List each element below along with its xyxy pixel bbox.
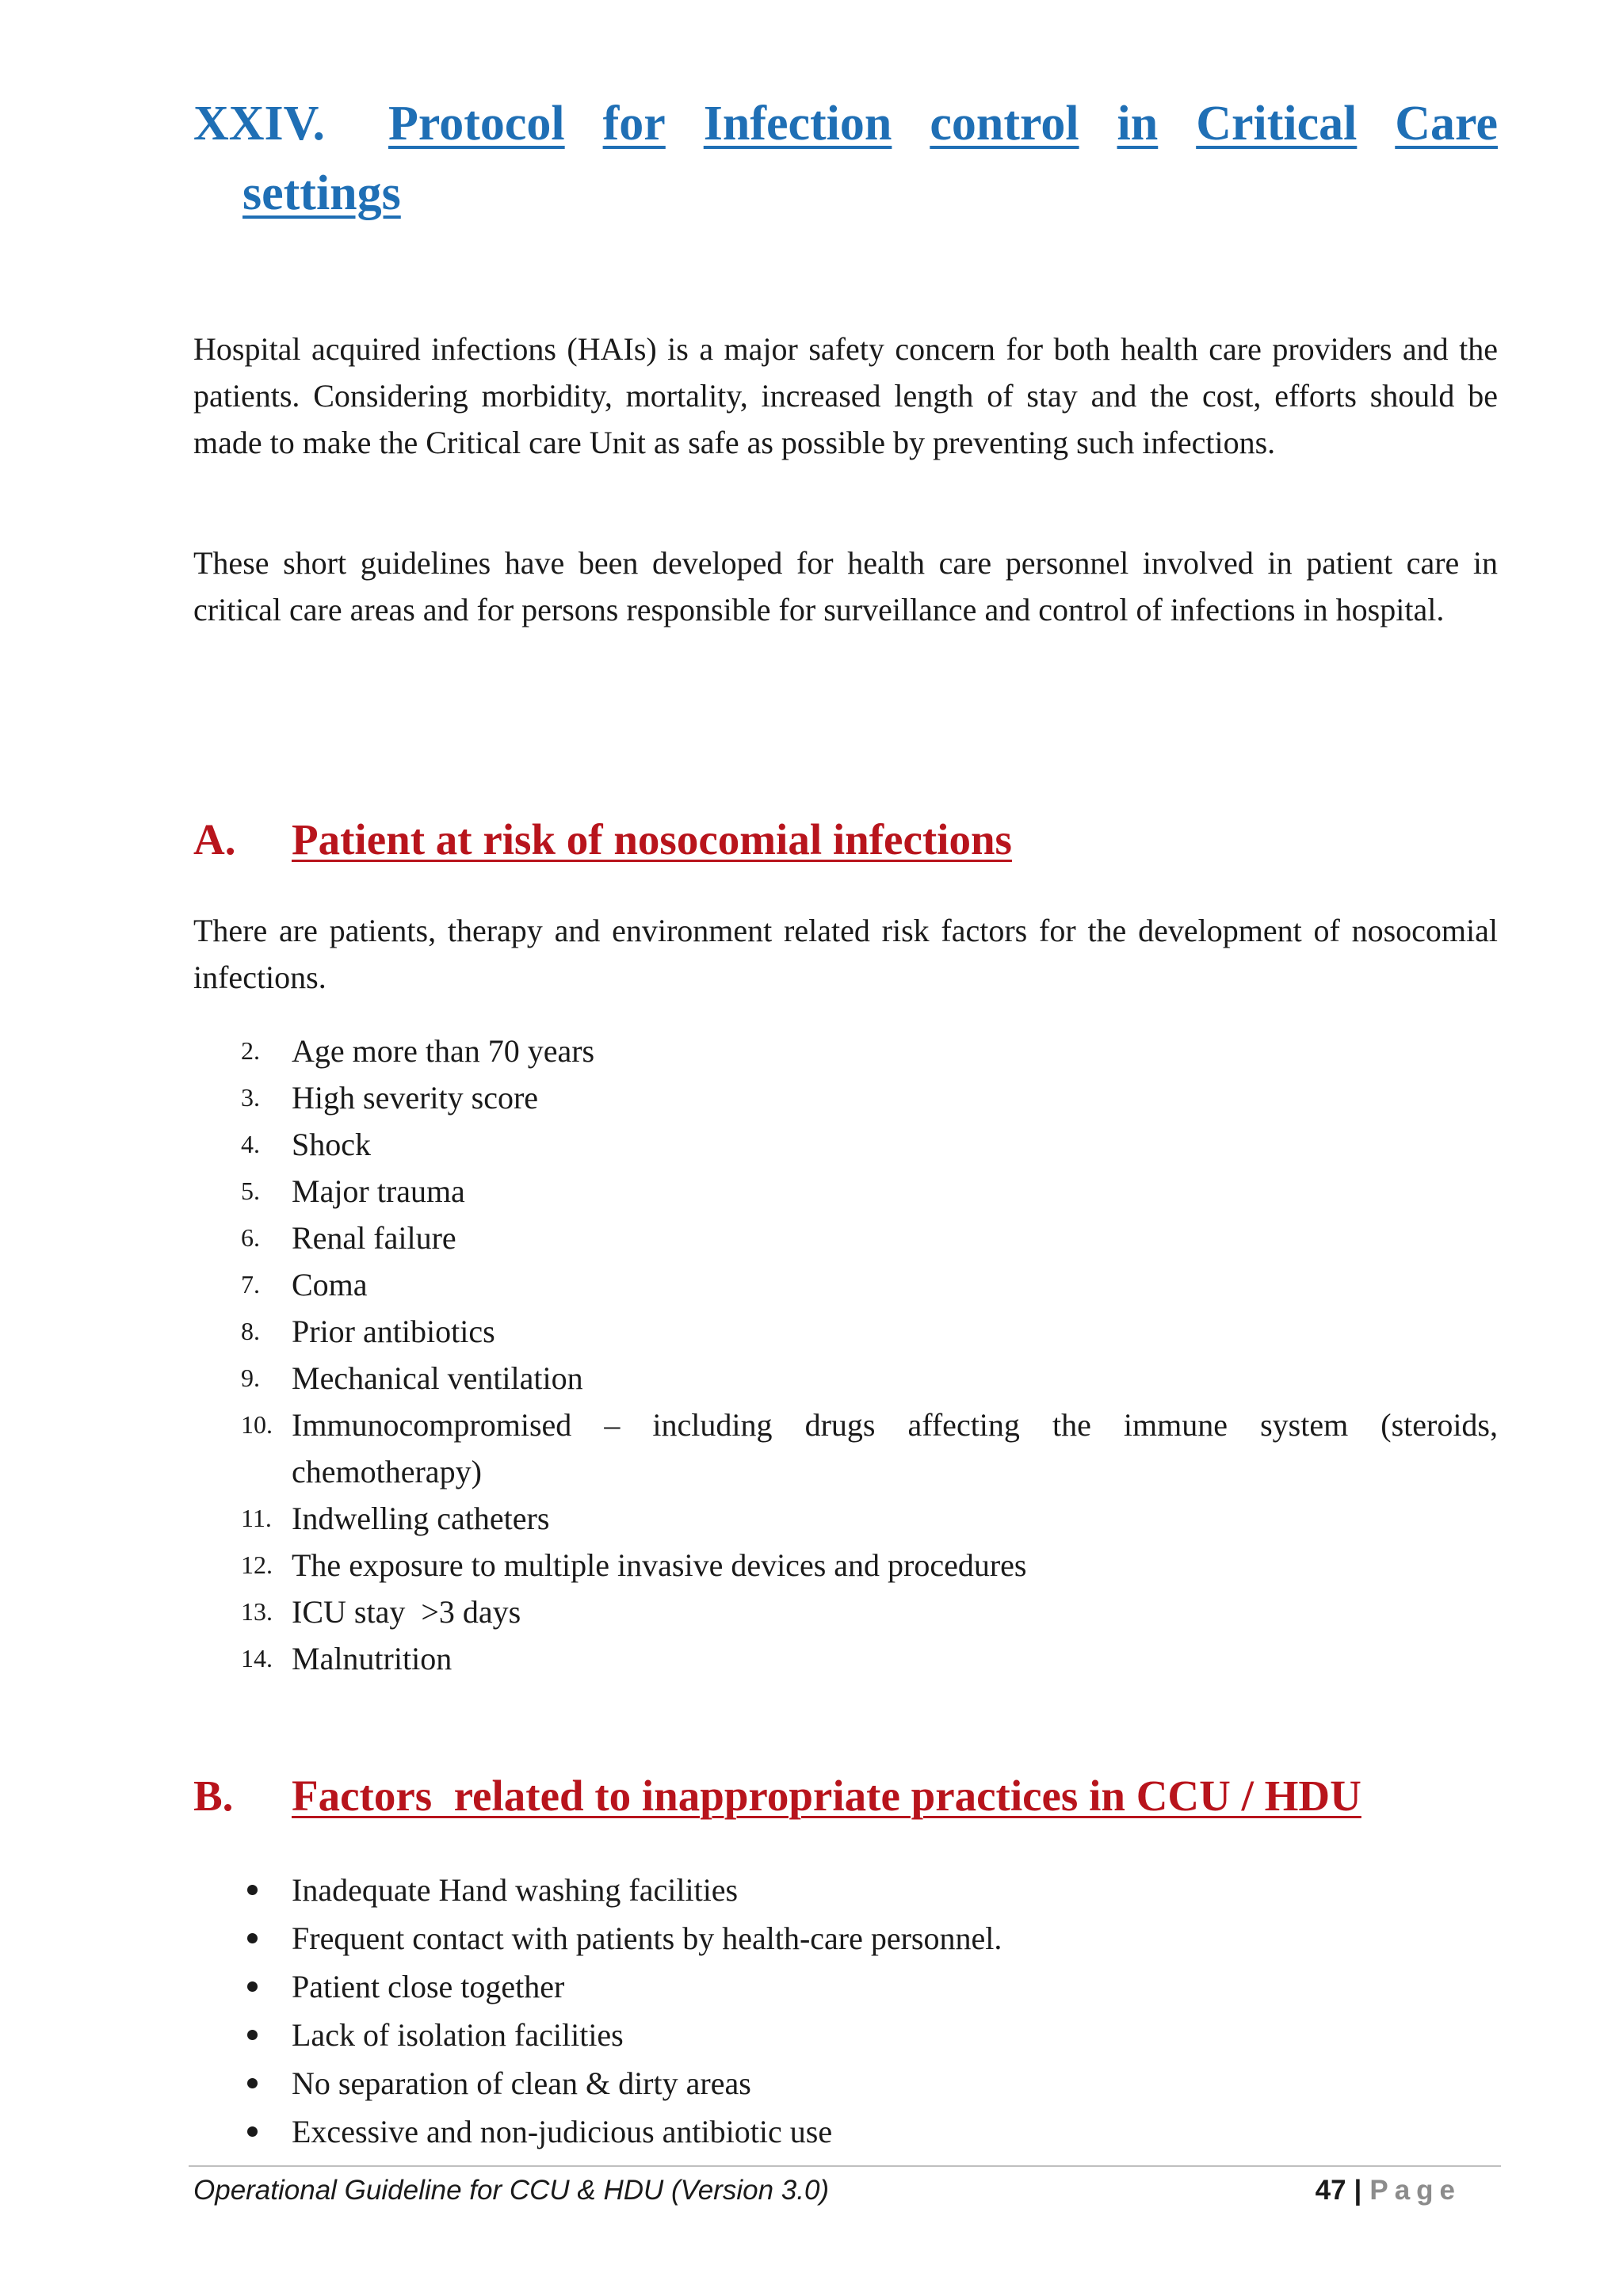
- list-item: [193, 2059, 1498, 2107]
- list-item-number: 8.: [241, 1317, 260, 1345]
- chapter-number: XXIV.: [193, 97, 325, 151]
- list-item: [193, 1028, 1498, 1074]
- list-item-number: 5.: [241, 1177, 260, 1205]
- list-item: [193, 1914, 1498, 1962]
- section-b-heading: [193, 1768, 1498, 1824]
- list-item-text: The exposure to multiple invasive devices and procedures: [292, 1547, 1027, 1583]
- chapter-title-line1: [388, 89, 1498, 158]
- list-item-number: 6.: [241, 1223, 260, 1252]
- list-item-number: 11.: [241, 1504, 272, 1532]
- list-item-text: Indwelling catheters: [292, 1501, 550, 1536]
- list-item-number: 3.: [241, 1083, 260, 1112]
- bullet-icon: [247, 1933, 258, 1943]
- section-a-letter: A.: [193, 815, 236, 864]
- footer-document-title: Operational Guideline for CCU & HDU (Version 3.0): [193, 2175, 830, 2206]
- list-item-number: 12.: [241, 1550, 273, 1579]
- list-item-text: No separation of clean & dirty areas: [292, 2065, 751, 2101]
- list-item-number: 13.: [241, 1597, 273, 1626]
- list-item-text: Prior antibiotics: [292, 1314, 495, 1349]
- list-item-text: Age more than 70 years: [292, 1033, 595, 1069]
- list-item-number: 7.: [241, 1270, 260, 1299]
- bullet-icon: [247, 2126, 258, 2137]
- footer-separator: |: [1354, 2175, 1362, 2206]
- page-label: Page: [1369, 2175, 1461, 2206]
- list-item: [193, 1355, 1498, 1402]
- list-item: [193, 2107, 1498, 2156]
- list-item-text: Immunocompromised – including drugs affecting the immune system (steroids, chemotherapy): [292, 1407, 1498, 1489]
- chapter-title-word: for: [602, 97, 666, 151]
- list-item: [193, 1962, 1498, 2011]
- list-item: [193, 2011, 1498, 2059]
- list-item: [193, 1402, 1498, 1495]
- list-item-text: High severity score: [292, 1080, 539, 1116]
- list-item-text: Excessive and non-judicious antibiotic use: [292, 2114, 833, 2149]
- chapter-title-line2: settings: [242, 166, 401, 220]
- list-item-text: Patient close together: [292, 1969, 565, 2004]
- bullet-icon: [247, 1981, 258, 1992]
- list-item: [193, 1074, 1498, 1121]
- risk-factor-list: [193, 1028, 1498, 1682]
- list-item-text: Inadequate Hand washing facilities: [292, 1872, 739, 1908]
- list-item-text: Frequent contact with patients by health-care personnel.: [292, 1920, 1002, 1956]
- list-item: [193, 1495, 1498, 1542]
- chapter-title-word: Infection: [703, 97, 892, 151]
- list-item-number: 4.: [241, 1130, 260, 1158]
- section-b-title: Factors related to inappropriate practices in CCU / HDU: [292, 1772, 1361, 1820]
- list-item-number: 2.: [241, 1036, 260, 1065]
- list-item: [193, 1542, 1498, 1589]
- list-item-text: Shock: [292, 1127, 371, 1162]
- list-item-text: Malnutrition: [292, 1641, 453, 1676]
- list-item: [193, 1215, 1498, 1261]
- list-item: [193, 1261, 1498, 1308]
- page-number: 47: [1315, 2175, 1346, 2206]
- list-item-text: Coma: [292, 1267, 368, 1302]
- footer-divider: [189, 2165, 1501, 2167]
- list-item-number: 10.: [241, 1410, 273, 1439]
- list-item-number: 9.: [241, 1363, 260, 1392]
- list-item-number: 14.: [241, 1644, 273, 1672]
- section-a-title: Patient at risk of nosocomial infections: [292, 815, 1012, 864]
- list-item-text: Major trauma: [292, 1173, 465, 1209]
- chapter-title-word: control: [930, 97, 1079, 151]
- footer-page-indicator: [1316, 2171, 1461, 2210]
- intro-paragraph-2: These short guidelines have been developed for health care personnel involved in patient care in critical care areas and for persons responsible for surveillance and control of infections in hospital.: [193, 545, 1498, 627]
- list-item: [193, 1308, 1498, 1355]
- list-item: [193, 1589, 1498, 1635]
- list-item: [193, 1635, 1498, 1682]
- chapter-heading: [193, 89, 1498, 228]
- section-a-heading: [193, 812, 1498, 868]
- section-b-letter: B.: [193, 1772, 234, 1820]
- bullet-icon: [247, 2030, 258, 2040]
- bullet-icon: [247, 2078, 258, 2088]
- list-item-text: Lack of isolation facilities: [292, 2017, 624, 2053]
- intro-paragraph-1: Hospital acquired infections (HAIs) is a major safety concern for both health care providers and the patients. Considering morbidity, mortality, increased length of stay and the cost, efforts should be made to make the Critical care Unit as safe as possible by preventing such infections.: [193, 331, 1498, 460]
- list-item: [193, 1121, 1498, 1168]
- practice-factor-list: [193, 1866, 1498, 2156]
- chapter-title-word: Care: [1395, 97, 1498, 151]
- list-item: [193, 1168, 1498, 1215]
- chapter-title-word: Critical: [1196, 97, 1358, 151]
- chapter-title-word: in: [1117, 97, 1159, 151]
- bullet-icon: [247, 1885, 258, 1895]
- list-item-text: Mechanical ventilation: [292, 1360, 583, 1396]
- chapter-title-word: Protocol: [388, 97, 565, 151]
- list-item: [193, 1866, 1498, 1914]
- list-item-text: ICU stay >3 days: [292, 1594, 521, 1630]
- list-item-text: Renal failure: [292, 1220, 456, 1256]
- section-a-intro: There are patients, therapy and environment related risk factors for the development of nosocomial infections.: [193, 913, 1498, 995]
